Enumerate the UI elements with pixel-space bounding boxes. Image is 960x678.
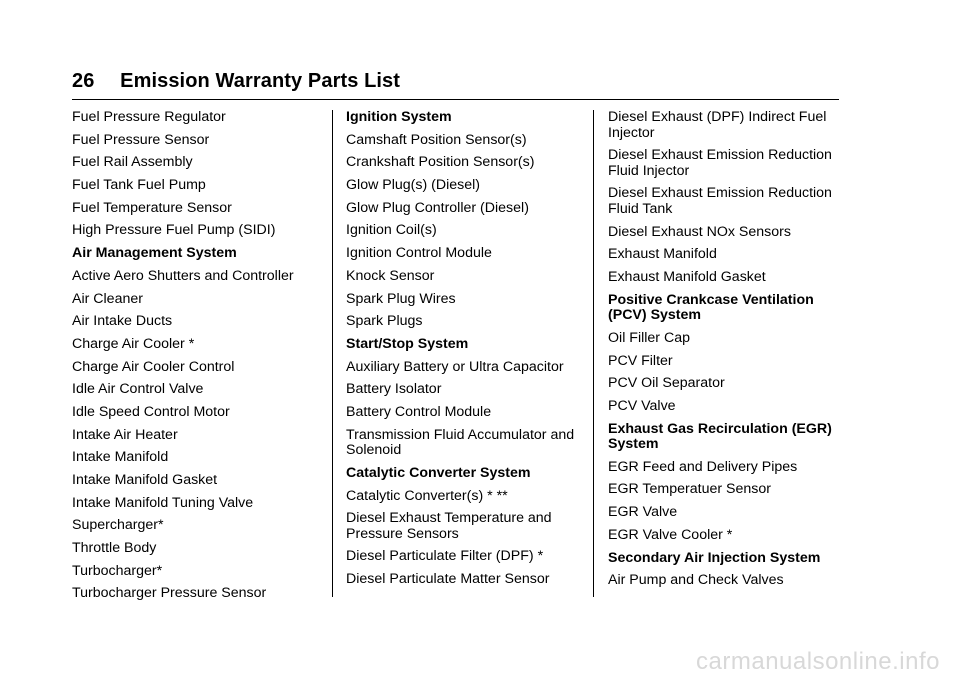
list-item: Catalytic Converter(s) * ** — [346, 487, 508, 504]
list-item: Charge Air Cooler * — [72, 335, 195, 352]
list-item: Ignition Coil(s) — [346, 222, 437, 239]
parts-column-1 — [72, 110, 320, 609]
page-number: 26 — [72, 70, 95, 92]
list-item: EGR Valve Cooler * — [608, 526, 733, 543]
list-item: Auxiliary Battery or Ultra Capacitor — [346, 358, 564, 375]
list-item: Supercharger* — [72, 517, 164, 534]
section-heading: Air Management System — [72, 245, 237, 262]
list-item: Diesel Exhaust Emission Reduction Fluid Injector — [608, 147, 832, 179]
column-divider-2 — [593, 110, 594, 597]
watermark: carmanualsonline.info — [696, 648, 940, 675]
header-rule — [72, 99, 839, 100]
section-heading: Positive Crankcase Ventilation (PCV) System — [608, 291, 814, 324]
list-item: PCV Oil Separator — [608, 375, 725, 392]
list-item: Crankshaft Position Sensor(s) — [346, 154, 535, 171]
list-item: Spark Plugs — [346, 313, 423, 330]
list-item: Exhaust Manifold — [608, 246, 717, 263]
list-item: Charge Air Cooler Control — [72, 358, 235, 375]
section-heading: Exhaust Gas Recirculation (EGR) System — [608, 420, 832, 453]
parts-column-2 — [334, 110, 582, 595]
column-divider-1 — [332, 110, 333, 597]
list-item: EGR Temperatuer Sensor — [608, 481, 771, 498]
list-item: Battery Isolator — [346, 381, 442, 398]
list-item: PCV Filter — [608, 352, 673, 369]
list-item: PCV Valve — [608, 397, 676, 414]
list-item: Air Pump and Check Valves — [608, 572, 784, 589]
list-item: EGR Feed and Delivery Pipes — [608, 458, 798, 475]
list-item: Spark Plug Wires — [346, 290, 456, 307]
list-item: Knock Sensor — [346, 267, 435, 284]
list-item: Air Cleaner — [72, 290, 143, 307]
parts-column-3 — [596, 110, 840, 596]
section-heading: Start/Stop System — [346, 335, 469, 352]
list-item: Exhaust Manifold Gasket — [608, 268, 766, 285]
list-item: Fuel Pressure Regulator — [72, 109, 226, 125]
list-item: Glow Plug(s) (Diesel) — [346, 177, 481, 194]
list-item: Intake Manifold — [72, 449, 169, 466]
list-item: Transmission Fluid Accumulator and Solenoid — [346, 426, 575, 459]
list-item: Idle Speed Control Motor — [72, 403, 230, 420]
list-item: Diesel Particulate Filter (DPF) * — [346, 548, 544, 565]
section-heading: Ignition System — [346, 109, 452, 125]
list-item: Air Intake Ducts — [72, 313, 173, 330]
list-item: Diesel Particulate Matter Sensor — [346, 571, 550, 588]
list-item: Intake Manifold Gasket — [72, 472, 218, 488]
list-item: Diesel Exhaust Temperature and Pressure Sensors — [346, 510, 552, 542]
list-item: Throttle Body — [72, 540, 157, 557]
list-item: Intake Air Heater — [72, 426, 178, 443]
list-item: Camshaft Position Sensor(s) — [346, 131, 527, 148]
section-heading: Secondary Air Injection System — [608, 549, 821, 566]
list-item: Fuel Pressure Sensor — [72, 131, 210, 148]
list-item: High Pressure Fuel Pump (SIDI) — [72, 222, 276, 239]
list-item: Idle Air Control Valve — [72, 381, 204, 398]
list-item: Glow Plug Controller (Diesel) — [346, 199, 529, 216]
list-item: Fuel Temperature Sensor — [72, 199, 232, 216]
list-item: EGR Valve — [608, 504, 678, 521]
list-item: Fuel Tank Fuel Pump — [72, 177, 206, 194]
list-item: Diesel Exhaust NOx Sensors — [608, 223, 791, 240]
page-header — [72, 70, 400, 93]
list-item: Oil Filler Cap — [608, 329, 690, 346]
list-item: Ignition Control Module — [346, 245, 492, 262]
list-item: Battery Control Module — [346, 403, 492, 420]
list-item: Turbocharger* — [72, 562, 163, 579]
list-item: Turbocharger Pressure Sensor — [72, 585, 267, 602]
list-item: Intake Manifold Tuning Valve — [72, 494, 254, 511]
list-item: Diesel Exhaust Emission Reduction Fluid Tank — [608, 185, 832, 217]
page-title: Emission Warranty Parts List — [120, 70, 401, 92]
list-item: Active Aero Shutters and Controller — [72, 267, 294, 284]
section-heading: Catalytic Converter System — [346, 464, 531, 481]
list-item: Fuel Rail Assembly — [72, 154, 193, 171]
list-item: Diesel Exhaust (DPF) Indirect Fuel Injector — [608, 109, 827, 141]
